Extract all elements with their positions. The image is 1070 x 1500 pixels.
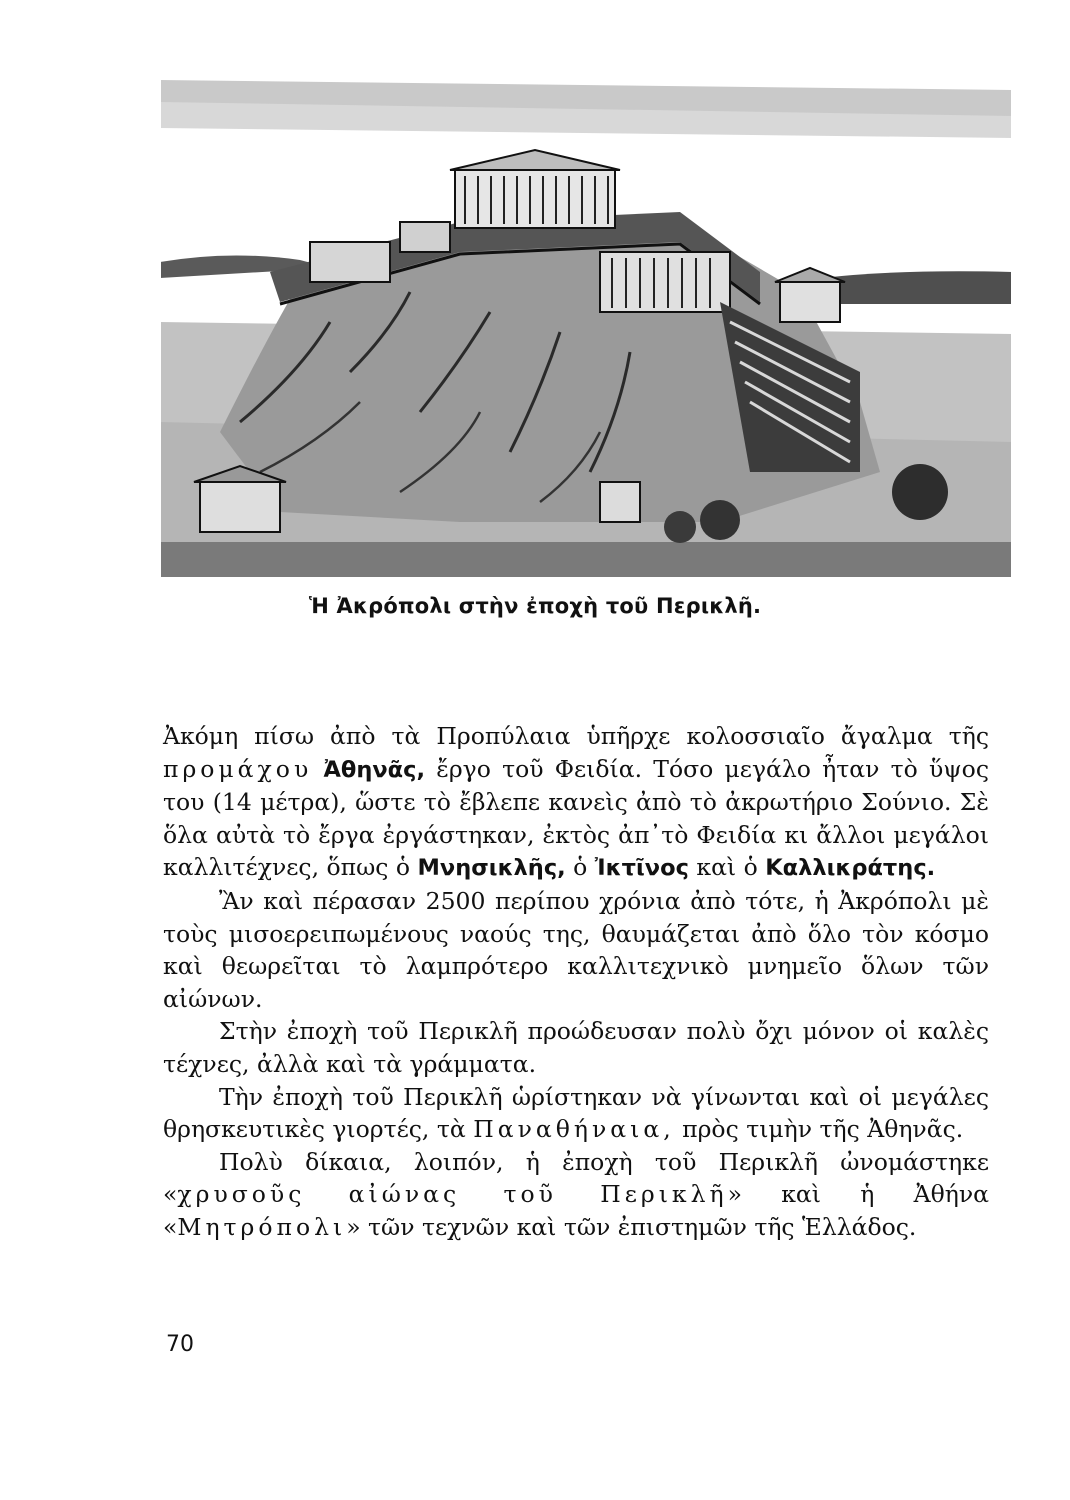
body-text xyxy=(163,720,989,1244)
text-run: καὶ ὁ xyxy=(688,853,766,882)
bold-name: Ἰκτῖνος xyxy=(594,855,689,882)
paragraph xyxy=(163,1081,989,1146)
paragraph xyxy=(163,720,989,885)
text-run: ἔργο τοῦ Φειδία. Τόσο μεγάλο ἦταν τὸ ὕψος του (14 μέτρα), ὥστε τὸ ἔβλεπε κανεὶς ἀπὸ τὸ ἀκρωτήριο Σούνιο. Σὲ ὅλα αὐτὰ τὸ ἔργα ἐργάστηκαν, ἐκτὸς ἀπ᾽τὸ Φειδία κι ἄλλοι μεγάλοι καλλιτέχνες, ὅπως ὁ xyxy=(163,754,989,882)
paragraph xyxy=(163,885,989,1015)
text-run: Στὴν ἐποχὴ τοῦ Περικλῆ προώδευσαν πολὺ ὄχι μόνον οἱ καλὲς τέχνες, ἀλλὰ καὶ τὰ γράμματα. xyxy=(163,1017,989,1078)
text-run: ὁ xyxy=(565,853,595,882)
text-run: Τὴν ἐποχὴ τοῦ Περικλῆ ὡρίστηκαν νὰ γίνωνται καὶ οἱ μεγάλες θρησκευτικὲς γιορτές, τὰ xyxy=(163,1082,989,1144)
text-run: Ἀκόμη πίσω ἀπὸ τὰ Προπύλαια ὑπῆρχε κολοσσιαῖο ἄγαλμα τῆς xyxy=(163,722,989,750)
figure-caption: Ἡ Ἀκρόπολι στὴν ἐποχὴ τοῦ Περικλῆ. xyxy=(308,594,762,618)
acropolis-illustration-icon xyxy=(160,72,1012,578)
text-run xyxy=(312,755,323,783)
page-number: 70 xyxy=(166,1332,194,1357)
spaced-text: χρυσοῦς αἰώνας τοῦ Περικλῆ xyxy=(177,1180,728,1209)
acropolis-illustration xyxy=(160,72,1012,578)
paragraph xyxy=(163,1146,989,1244)
text-run: Πολὺ δίκαια, λοιπόν, ἡ ἐποχὴ τοῦ Περικλῆ ὠνομάστηκε « xyxy=(163,1147,989,1209)
text-run: » καὶ ἡ Ἀθήνα « xyxy=(163,1180,989,1241)
spaced-text: Παναθήναια, xyxy=(473,1115,675,1144)
text-run: Ἂν καὶ πέρασαν 2500 περίπου χρόνια ἀπὸ τότε, ἡ Ἀκρόπολι μὲ τοὺς μισοερειπωμένους ναούς της, θαυμάζεται ἀπὸ ὅλο τὸν κόσμο καὶ θεωρεῖται τὸ λαμπρότερο καλλιτεχνικὸ μνημεῖο ὅλων τῶν αἰώνων. xyxy=(163,886,989,1013)
paragraph xyxy=(163,1015,989,1080)
text-run: πρὸς τιμὴν τῆς Ἀθηνᾶς. xyxy=(674,1115,964,1144)
bold-name: Ἀθηνᾶς, xyxy=(323,756,426,783)
spaced-text: προμάχου xyxy=(163,754,313,783)
bold-name: Καλλικράτης. xyxy=(765,855,936,882)
bold-name: Μνησικλῆς, xyxy=(417,855,566,882)
spaced-text: Μητρόπολι xyxy=(177,1212,347,1241)
text-run: » τῶν τεχνῶν καὶ τῶν ἐπιστημῶν τῆς Ἑλλάδος. xyxy=(346,1212,917,1241)
